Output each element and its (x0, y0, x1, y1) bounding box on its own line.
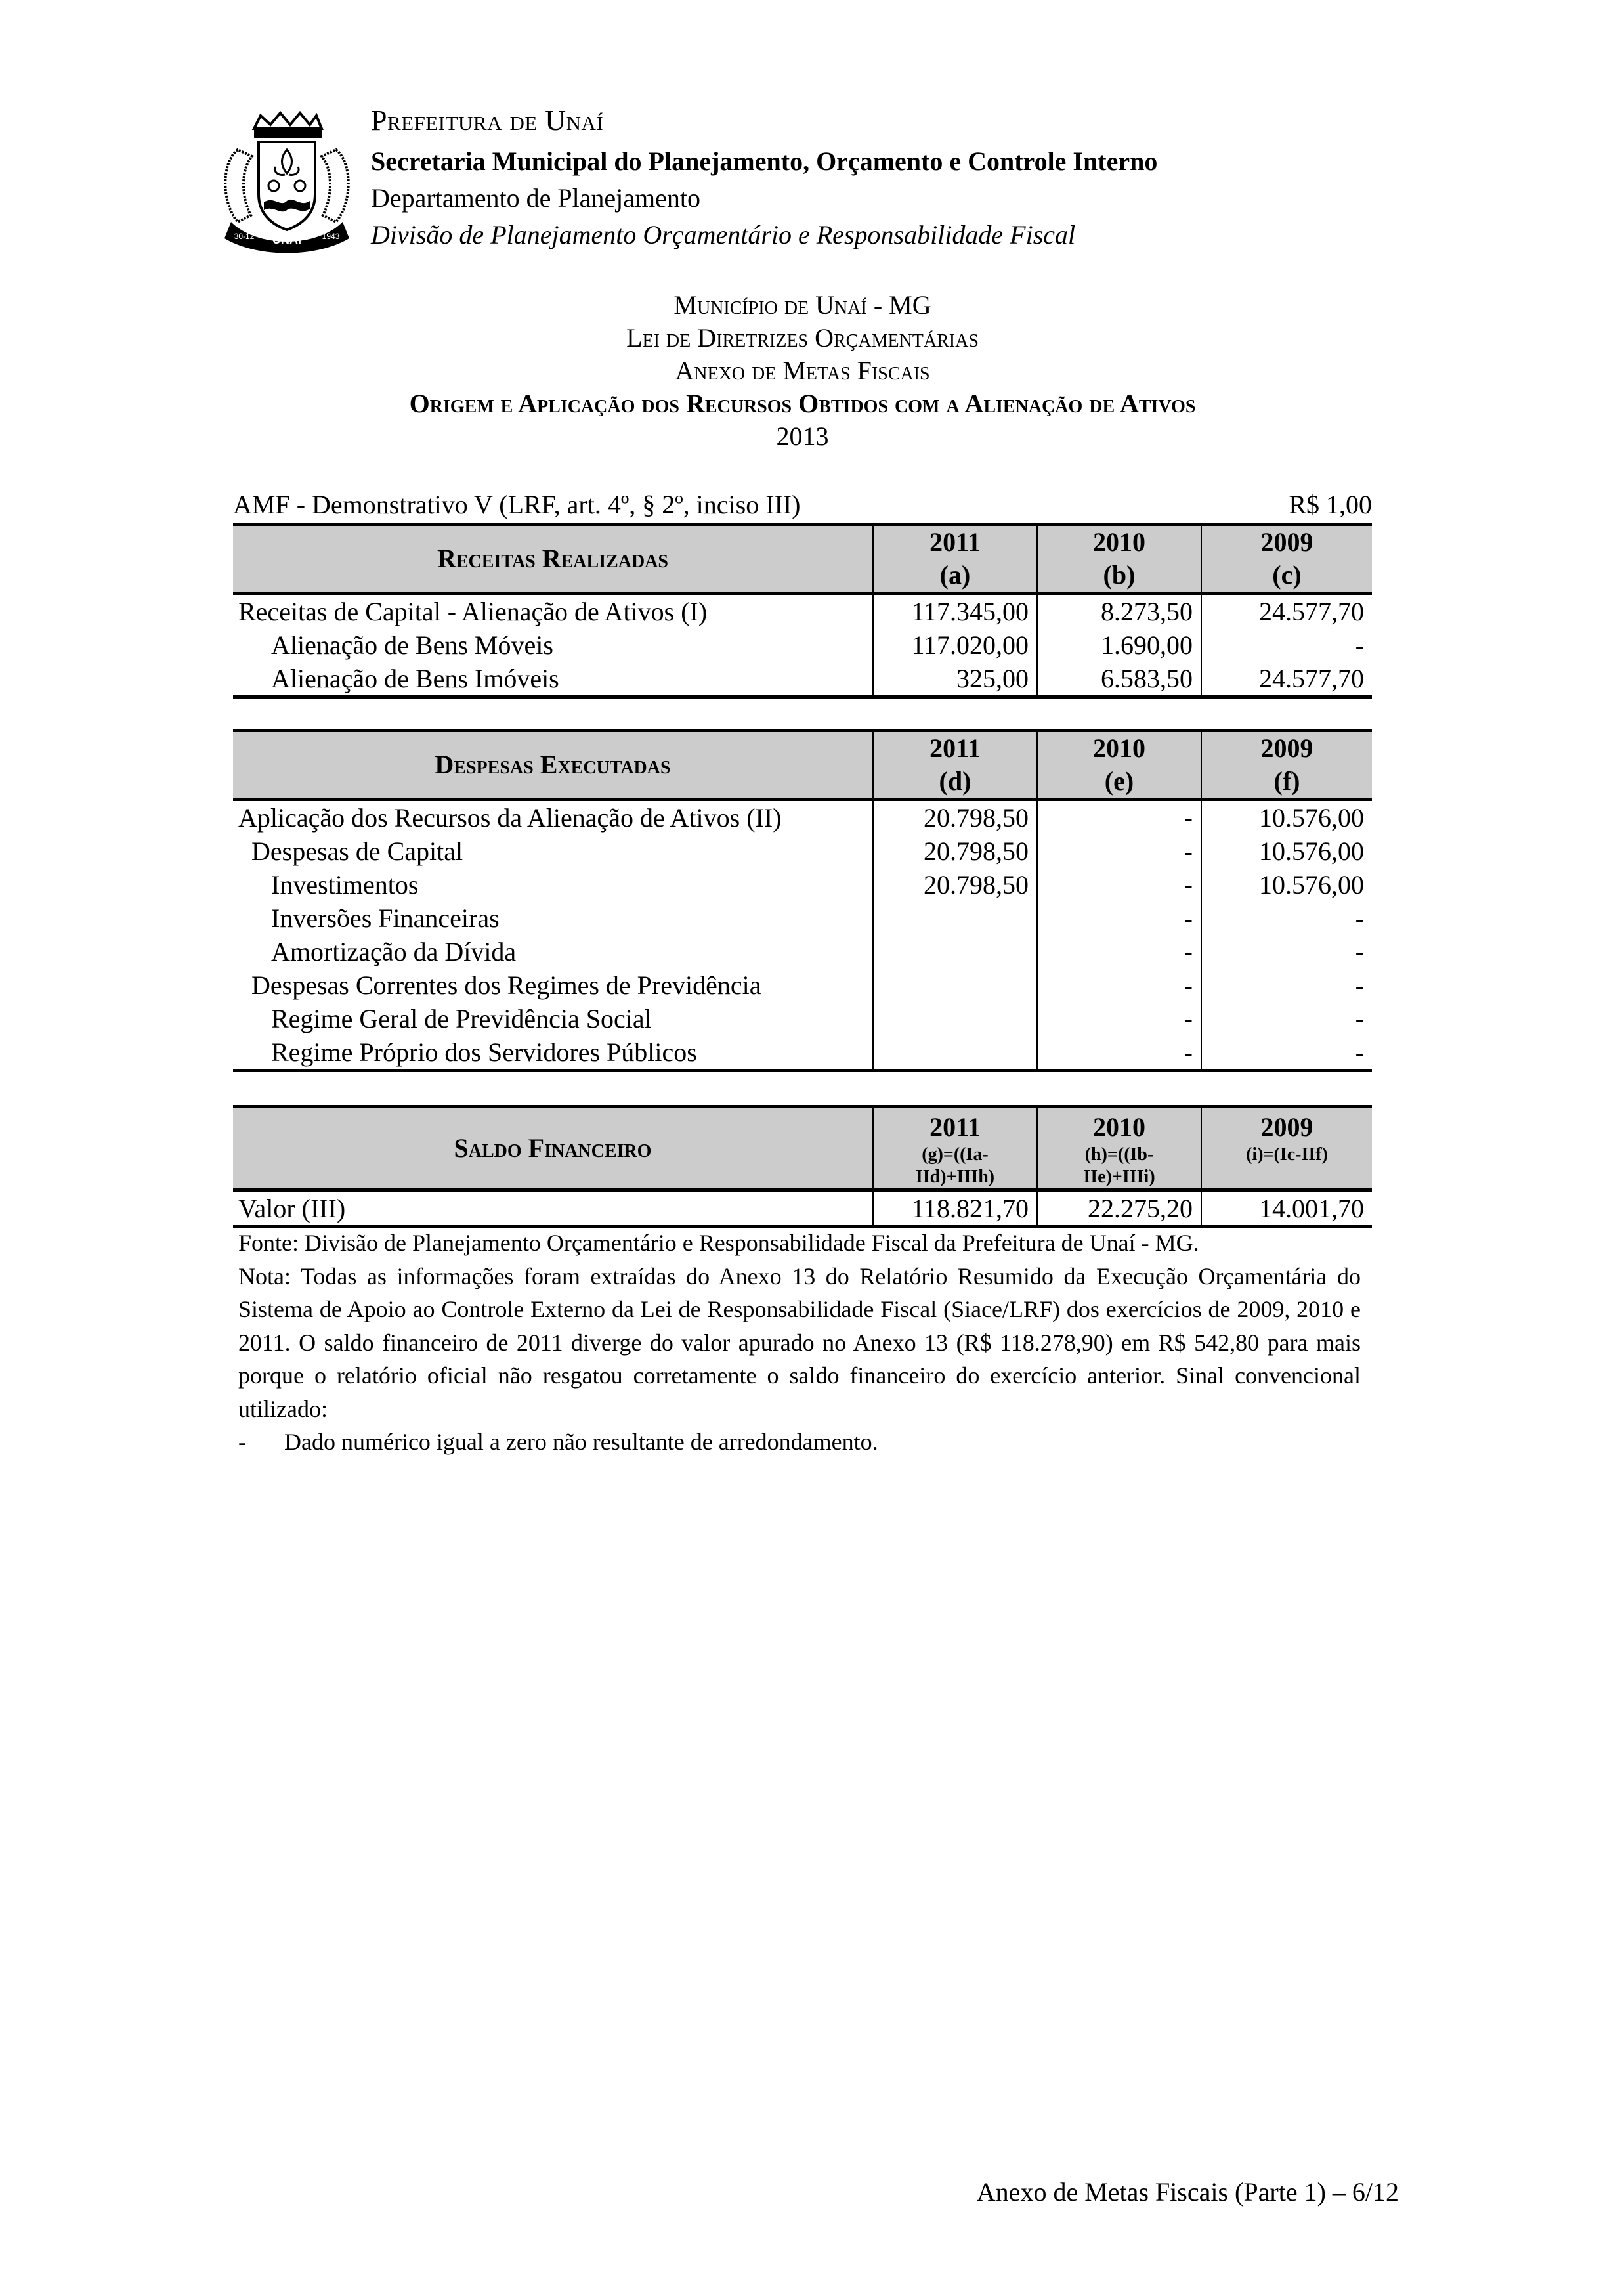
row-label: Amortização da Dívida (271, 937, 517, 966)
table-row (233, 628, 1372, 662)
cell-value: 10.576,00 (1201, 834, 1372, 868)
cell-value: - (1037, 834, 1201, 868)
table-caption (233, 489, 1372, 520)
despesas-table (233, 729, 1372, 1072)
cell-value: 20.798,50 (873, 868, 1037, 901)
cell-value (873, 901, 1037, 935)
table-row (233, 594, 1372, 629)
letterhead-department: Departamento de Planejamento (371, 183, 701, 213)
currency-unit: R$ 1,00 (1289, 490, 1372, 519)
legend-text: Dado numérico igual a zero não resultante de arredondamento. (284, 1429, 878, 1455)
coat-of-arms-icon (218, 110, 356, 255)
cell-value: 24.577,70 (1201, 594, 1372, 629)
saldo-table (233, 1105, 1372, 1228)
cell-value: 1.690,00 (1037, 628, 1201, 662)
row-label: Aplicação dos Recursos da Alienação de Ativos (II) (238, 803, 782, 833)
municipality-title: Município de Unaí - MG (673, 290, 931, 320)
legend-symbol: - (238, 1429, 246, 1455)
cell-value: - (1037, 1002, 1201, 1035)
row-label: Investimentos (271, 870, 419, 899)
column-header: 2011 (g)=((Ia- IId)+IIIh) (873, 1107, 1037, 1190)
column-header: 2009 (c) (1201, 525, 1372, 594)
cell-value: - (1037, 800, 1201, 835)
table-row (233, 868, 1372, 901)
column-header: 2010 (e) (1037, 731, 1201, 800)
cell-value: 10.576,00 (1201, 868, 1372, 901)
table-row (233, 1002, 1372, 1035)
cell-value (873, 1035, 1037, 1071)
cell-value: - (1201, 1002, 1372, 1035)
column-header: 2009 (f) (1201, 731, 1372, 800)
column-header: 2009 (i)=(Ic-IIf) (1201, 1107, 1372, 1190)
cell-value: 20.798,50 (873, 834, 1037, 868)
cell-value: - (1201, 1035, 1372, 1071)
cell-value: - (1201, 628, 1372, 662)
row-label: Despesas Correntes dos Regimes de Previdência (251, 970, 761, 1000)
annex-title: Anexo de Metas Fiscais (675, 356, 930, 385)
table-row (233, 968, 1372, 1002)
report-title: Origem e Aplicação dos Recursos Obtidos com a Alienação de Ativos (409, 389, 1196, 418)
cell-value: 118.821,70 (873, 1190, 1037, 1227)
cell-value: 10.576,00 (1201, 800, 1372, 835)
notes-section (238, 1226, 1361, 1459)
cell-value: 325,00 (873, 662, 1037, 697)
column-header: 2011 (a) (873, 525, 1037, 594)
law-title: Lei de Diretrizes Orçamentárias (626, 323, 979, 353)
cell-value: 20.798,50 (873, 800, 1037, 835)
row-label: Receitas de Capital - Alienação de Ativos (I) (238, 597, 708, 626)
row-label: Regime Próprio dos Servidores Públicos (271, 1037, 697, 1067)
receitas-table (233, 523, 1372, 699)
cell-value: 8.273,50 (1037, 594, 1201, 629)
report-year: 2013 (776, 422, 829, 451)
conventional-sign-legend (238, 1425, 1361, 1459)
table-row (233, 662, 1372, 697)
despesas-header-row (233, 731, 1372, 800)
svg-text:30-12: 30-12 (234, 232, 255, 241)
row-label: Alienação de Bens Imóveis (271, 664, 559, 693)
saldo-header-row (233, 1107, 1372, 1190)
cell-value: - (1037, 968, 1201, 1002)
cell-value (873, 1002, 1037, 1035)
source-note: Fonte: Divisão de Planejamento Orçamentário e Responsabilidade Fiscal da Prefeitura de Unaí - MG. (238, 1230, 1199, 1256)
letterhead-division: Divisão de Planejamento Orçamentário e Responsabilidade Fiscal (371, 220, 1076, 249)
letterhead-title: Prefeitura de Unaí (371, 104, 604, 137)
document-title-block (233, 289, 1372, 453)
receitas-header-label: Receitas Realizadas (437, 544, 668, 573)
receitas-header-row (233, 525, 1372, 594)
cell-value: - (1037, 935, 1201, 968)
cell-value: - (1037, 868, 1201, 901)
row-label: Valor (III) (238, 1194, 346, 1223)
cell-value: 117.345,00 (873, 594, 1037, 629)
table-row (233, 800, 1372, 835)
cell-value (873, 968, 1037, 1002)
cell-value: 14.001,70 (1201, 1190, 1372, 1227)
cell-value: - (1201, 935, 1372, 968)
table-row (233, 935, 1372, 968)
table-row (233, 1035, 1372, 1071)
table-row (233, 1190, 1372, 1227)
row-label: Inversões Financeiras (271, 903, 500, 933)
row-label: Despesas de Capital (251, 836, 463, 866)
cell-value: 6.583,50 (1037, 662, 1201, 697)
row-label: Alienação de Bens Móveis (271, 630, 553, 660)
saldo-header-label: Saldo Financeiro (454, 1133, 652, 1163)
cell-value: - (1201, 901, 1372, 935)
table-row (233, 901, 1372, 935)
page-footer: Anexo de Metas Fiscais (Parte 1) – 6/12 (976, 2177, 1399, 2207)
letterhead-secretariat: Secretaria Municipal do Planejamento, Orçamento e Controle Interno (371, 146, 1158, 176)
cell-value: 117.020,00 (873, 628, 1037, 662)
explanatory-note: Nota: Todas as informações foram extraídas do Anexo 13 do Relatório Resumido da Execução Orçamentária do Sistema de Apoio ao Controle Externo da Lei de Responsabilidade Fiscal (Siace/LRF) dos exercícios de 2009, 2010 e 2011. O saldo financeiro de 2011 diverge do valor apurado no Anexo 13 (R$ 118.278,90) em R$ 542,80 para mais porque o relatório oficial não resgatou corretamente o saldo financeiro do exercício anterior. Sinal convencional utilizado: (238, 1263, 1361, 1422)
row-label: Regime Geral de Previdência Social (271, 1004, 652, 1033)
cell-value: - (1037, 901, 1201, 935)
column-header: 2010 (h)=((Ib- IIe)+IIIi) (1037, 1107, 1201, 1190)
cell-value: 22.275,20 (1037, 1190, 1201, 1227)
cell-value (873, 935, 1037, 968)
column-header: 2010 (b) (1037, 525, 1201, 594)
cell-value: 24.577,70 (1201, 662, 1372, 697)
table-row (233, 834, 1372, 868)
despesas-header-label: Despesas Executadas (435, 750, 671, 779)
cell-value: - (1037, 1035, 1201, 1071)
statement-reference: AMF - Demonstrativo V (LRF, art. 4º, § 2º, inciso III) (233, 490, 801, 519)
svg-text:1943: 1943 (322, 232, 340, 241)
column-header: 2011 (d) (873, 731, 1037, 800)
svg-text:UNAÍ: UNAÍ (272, 233, 301, 246)
cell-value: - (1201, 968, 1372, 1002)
